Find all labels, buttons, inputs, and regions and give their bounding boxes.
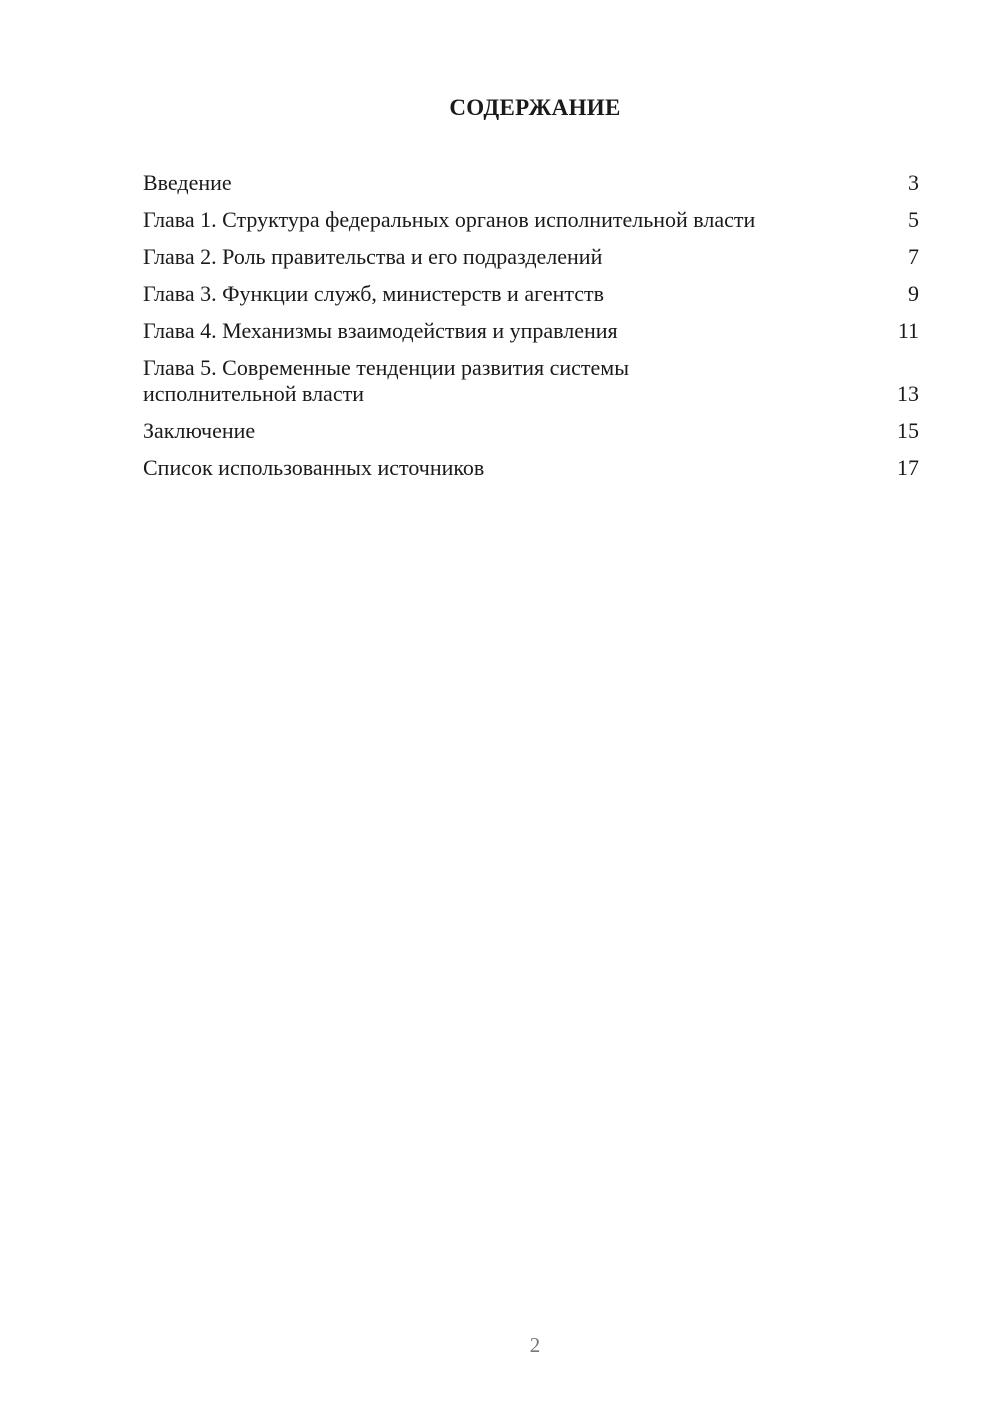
toc-item-label: Глава 5. Современные тенденции развития системы исполнительной власти xyxy=(143,355,629,406)
toc-item-intro[interactable] xyxy=(143,170,919,196)
toc-item-chapter-4[interactable] xyxy=(143,318,919,344)
toc-item-page: 17 xyxy=(897,455,919,480)
table-of-contents xyxy=(143,170,919,492)
toc-item-label: Глава 1. Структура федеральных органов исполнительной власти xyxy=(143,207,756,232)
toc-item-label: Заключение xyxy=(143,418,256,443)
toc-item-conclusion[interactable] xyxy=(143,418,919,444)
page-number: 2 xyxy=(529,1333,541,1357)
toc-item-chapter-1[interactable] xyxy=(143,207,919,233)
toc-item-page: 11 xyxy=(897,318,919,343)
page-title: СОДЕРЖАНИЕ xyxy=(449,95,621,120)
toc-item-page: 15 xyxy=(897,418,919,443)
toc-item-page: 5 xyxy=(908,207,919,232)
toc-item-chapter-5[interactable] xyxy=(143,355,919,407)
toc-item-chapter-3[interactable] xyxy=(143,281,919,307)
toc-item-label: Глава 2. Роль правительства и его подразделений xyxy=(143,244,603,269)
toc-item-page: 13 xyxy=(897,381,919,406)
toc-item-chapter-2[interactable] xyxy=(143,244,919,270)
toc-item-label: Глава 3. Функции служб, министерств и агентств xyxy=(143,281,605,306)
toc-item-label: Глава 4. Механизмы взаимодействия и управления xyxy=(143,318,618,343)
toc-item-label: Список использованных источников xyxy=(143,455,485,480)
toc-item-page: 9 xyxy=(908,281,919,306)
toc-item-label: Введение xyxy=(143,170,232,195)
toc-item-references[interactable] xyxy=(143,455,919,481)
toc-item-page: 3 xyxy=(908,170,919,195)
toc-item-page: 7 xyxy=(908,244,919,269)
